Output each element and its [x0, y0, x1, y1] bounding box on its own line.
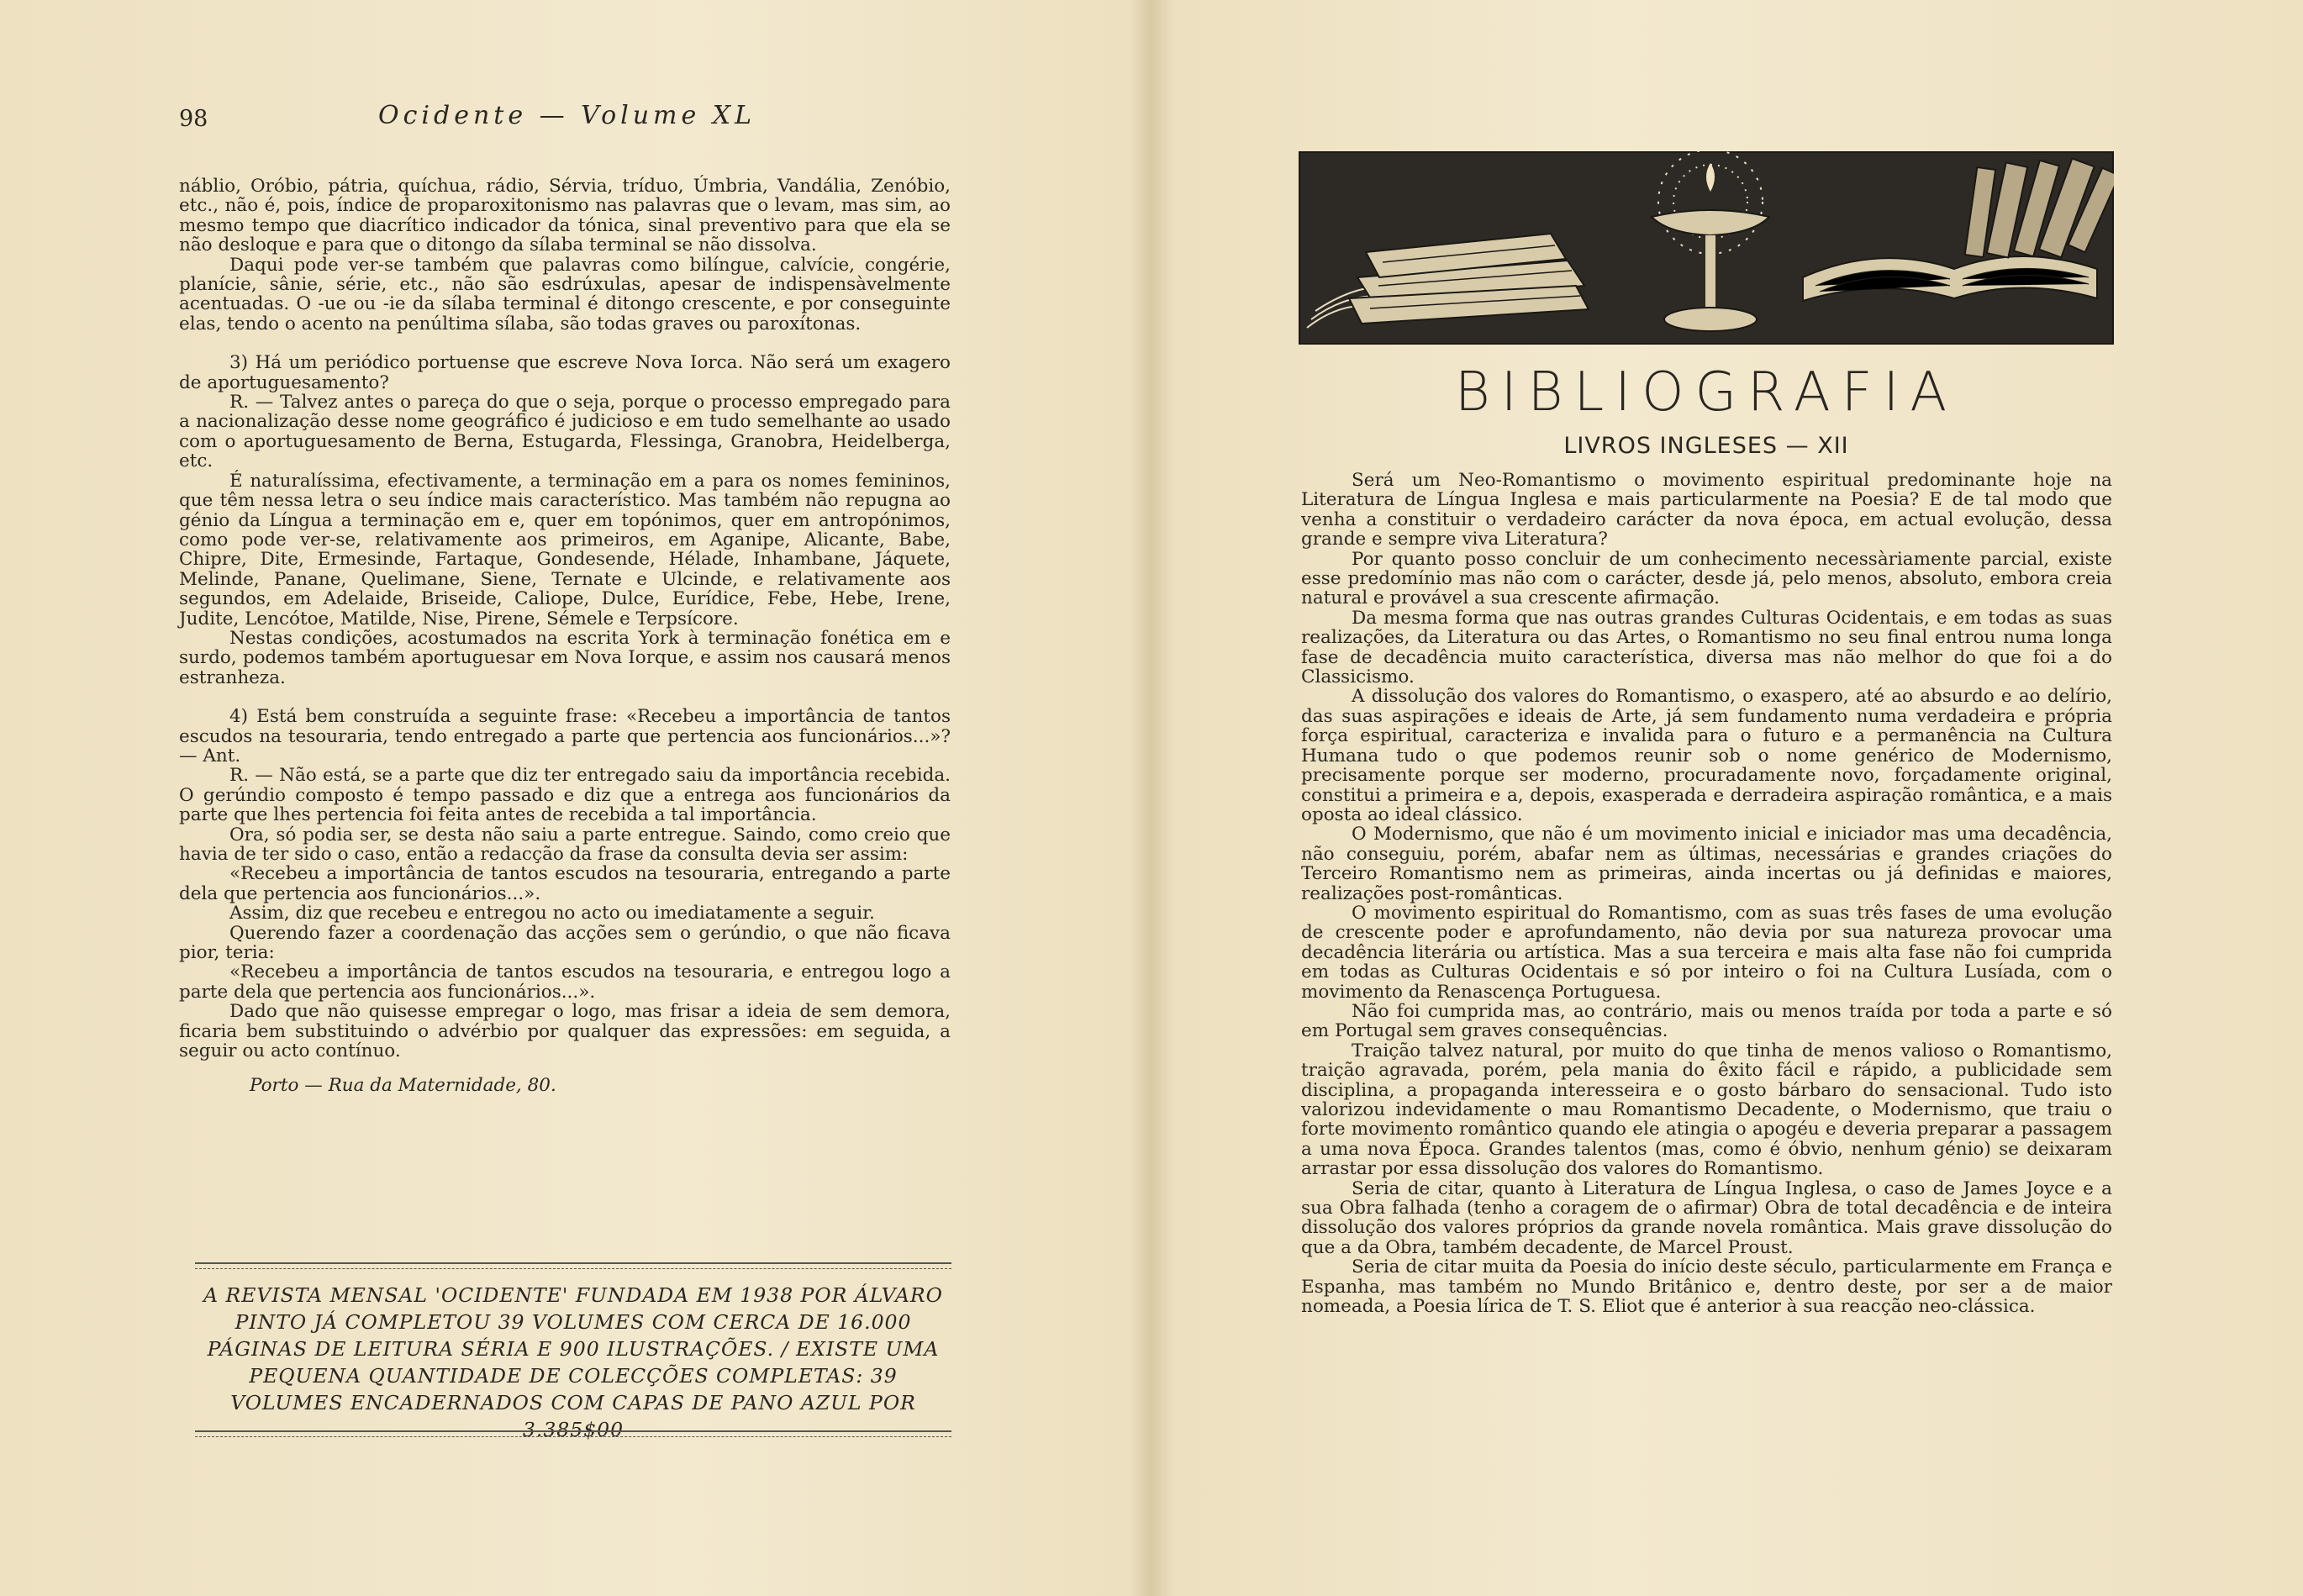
paragraph: Querendo fazer a coordenação das acções sem o gerúndio, o que não ficava pior, teria:	[179, 922, 951, 964]
paragraph: O movimento espiritual do Romantismo, com as suas três fases de uma evolução de crescente poder e aprofundamento, não devia por sua natureza provocar uma decadência literária ou artística. Mas a sua terceira e mais alta fase não foi cumprida em todas as Culturas Ocidentais e só por inteiro o foi na Cultura Lusíada, com o movimento da Renascença Portuguesa.	[1301, 902, 2112, 1003]
paragraph: A dissolução dos valores do Romantismo, o exaspero, até ao absurdo e ao delírio, das suas aspirações e ideais de Arte, já sem fundamento numa verdadeira e própria força espiritual, caracteriza e invalida para o futuro e a permanência na Cultura Humana tudo o que podemos reunir sob o nome genérico de Modernismo, precisamente porque ser moderno, procuradamente novo, forçadamente original, constitui a primeira e a, depois, exasperada e derradeira aspiração romântica, e a mais oposta ao ideal clássico.	[1301, 686, 2112, 825]
answer-3: R. — Talvez antes o pareça do que o seja, porque o processo empregado para a nacionalização desse nome geográfico é judicioso e em tudo semelhante ao usado com o aportuguesamento de Berna, Estugarda, Flessinga, Granobra, Heidelberga, etc.	[179, 392, 951, 472]
quoted-sentence: «Recebeu a importância de tantos escudos na tesouraria, entregando a parte dela que pertencia aos funcionários...».	[179, 863, 951, 904]
signature: Porto — Rua da Maternidade, 80.	[250, 1075, 556, 1097]
review-subtitle: LIVROS INGLESES — XII	[1563, 433, 1849, 459]
books-and-lamp-illustration	[1299, 151, 2114, 345]
paragraph: Dado que não quisesse empregar o logo, mas frisar a ideia de sem demora, ficaria bem substituindo o advérbio por qualquer das expressões: em seguida, a seguir ou acto contínuo.	[179, 1001, 951, 1062]
running-head: Ocidente — Volume XL	[378, 101, 756, 130]
paragraph: Não foi cumprida mas, ao contrário, mais ou menos traída por toda a parte e só em Portugal sem graves consequências.	[1301, 1000, 2112, 1042]
paragraph: Da mesma forma que nas outras grandes Culturas Ocidentais, e em todas as suas realizações, da Literatura ou das Artes, o Romantismo no seu final entrou numa longa fase de decadência muito característica, diversa mas não melhor do que foi a do Classicismo.	[1301, 607, 2112, 688]
quoted-sentence: «Recebeu a importância de tantos escudos na tesouraria, e entregou logo a parte dela que pertencia aos funcionários...».	[179, 961, 951, 1003]
paragraph: Nestas condições, acostumados na escrita York à terminação fonética em e surdo, podemos também aportuguesar em Nova Iorque, e assim nos causará menos estranheza.	[179, 627, 951, 688]
paragraph: Será um Neo-Romantismo o movimento espiritual predominante hoje na Literatura de Língua Inglesa e mais particularmente na Poesia? E de tal modo que venha a constituir o verdadeiro carácter da nova época, em actual evolução, dessa grande e sempre viva Literatura?	[1301, 470, 2112, 550]
paragraph: Seria de citar muita da Poesia do início deste século, particularmente em França e Espanha, mas também no Mundo Britânico e, dentro deste, por ser a de maior nomeada, a Poesia lírica de T. S. Eliot que é anterior à sua reacção neo-clássica.	[1301, 1256, 2112, 1318]
left-column	[179, 176, 951, 1096]
paragraph: É naturalíssima, efectivamente, a terminação em a para os nomes femininos, que têm nessa letra o seu índice mais característico. Mas também não repugna ao génio da Língua a terminação em e, quer em topónimos, quer em antropónimos, como pode ver-se, relativamente aos primeiros, em Aganipe, Alicante, Babe, Chipre, Dite, Ermesinde, Fartaque, Gondesende, Hélade, Inhambane, Jáquete, Melinde, Panane, Quelimane, Siene, Ternate e Ulcinde, e relativamente aos segundos, em Adelaide, Briseide, Caliope, Dulce, Eurídice, Febe, Hebe, Irene, Judite, Lencótoe, Matilde, Nise, Pirene, Sémele e Terpsícore.	[179, 470, 951, 629]
paragraph: Por quanto posso concluir de um conhecimento necessàriamente parcial, existe esse predomínio mas não com o carácter, desde já, pelo menos, absoluto, embora creia natural e provável a sua crescente afirmação.	[1301, 548, 2112, 609]
left-page	[0, 0, 1139, 1596]
page-number: 98	[179, 106, 208, 132]
paragraph: Traição talvez natural, por muito do que tinha de menos valioso o Romantismo, traição agravada, porém, pela mania do êxito fácil e rápido, a publicidade sem disciplina, a propaganda interesseira e o gosto bárbaro do sensacional. Tudo isto valorizou indevidamente o mau Romantismo Decadente, o Modernismo, que traiu o forte movimento romântico quando ele atingia o apogéu e deveria preparar a passagem a uma nova Época. Grandes talentos (mas, como é óbvio, nenhum génio) se deixaram arrastar por essa dissolução dos valores do Romantismo.	[1301, 1040, 2112, 1180]
notice-top-rule	[195, 1262, 951, 1269]
section-title: BIBLIOGRAFIA	[1454, 361, 1958, 424]
right-column	[1301, 471, 2112, 1316]
paragraph: Ora, só podia ser, se desta não saiu a parte entregue. Saindo, como creio que havia de ter sido o caso, então a redacção da frase da consulta devia ser assim:	[179, 824, 951, 865]
paragraph: Seria de citar, quanto à Literatura de Língua Inglesa, o caso de James Joyce e a sua Obra falhada (tenho a coragem de o afirmar) Obra de total decadência e de inteira dissolução dos valores próprios da grande novela romântica. Mais grave dissolução do que a da Obra, também decadente, de Marcel Proust.	[1301, 1177, 2112, 1258]
paragraph: Assim, diz que recebeu e entregou no acto ou imediatamente a seguir.	[229, 903, 875, 924]
question-4: 4) Está bem construída a seguinte frase: «Recebeu a importância de tantos escudos na tesouraria, tendo entregado a parte que pertencia aos funcionários...»? — Ant.	[179, 706, 951, 766]
notice-bottom-rule	[195, 1430, 951, 1437]
paragraph: náblio, Oróbio, pátria, quíchua, rádio, Sérvia, tríduo, Úmbria, Vandália, Zenóbio, etc., não é, pois, índice de proparoxitonismo nas palavras que o levam, mas sim, ao mesmo tempo que diacrítico indicador da tónica, sinal preventivo para que ela se não desloque e para que o ditongo da sílaba terminal se não dissolva.	[179, 176, 951, 256]
right-page	[1152, 0, 2303, 1596]
paragraph: Daqui pode ver-se também que palavras como bilíngue, calvície, congérie, planície, sânie, série, etc., não são esdrúxulas, apesar de indispensàvelmente acentuadas. O -ue ou -ie da sílaba terminal é ditongo crescente, e por conseguinte elas, tendo o acento na penúltima sílaba, são todas graves ou paroxítonas.	[179, 254, 951, 334]
answer-4: R. — Não está, se a parte que diz ter entregado saiu da importância recebida. O gerúndio composto é tempo passado e diz que a entrega aos funcionários da parte que lhes pertencia foi feita antes de recebida a tal importância.	[179, 765, 951, 826]
question-3: 3) Há um periódico portuense que escreve Nova Iorca. Não será um exagero de aportuguesamento?	[179, 352, 951, 393]
paragraph: O Modernismo, que não é um movimento inicial e iniciador mas uma decadência, não conseguiu, porém, abafar nem as últimas, necessárias e grandes criações do Terceiro Romantismo nem as primeiras, ainda incertas ou já definidas e maiores, realizações post-românticas.	[1301, 824, 2112, 904]
magazine-notice: A REVISTA MENSAL 'OCIDENTE' FUNDADA EM 1938 POR ÁLVARO PINTO JÁ COMPLETOU 39 VOLUMES COM CERCA DE 16.000 PÁGINAS DE LEITURA SÉRIA E 900 ILUSTRAÇÕES. / EXISTE UMA PEQUENA QUANTIDADE DE COLECÇÕES COMPLETAS: 39 VOLUMES ENCADERNADOS COM CAPAS DE PANO AZUL POR 3.385$00	[203, 1283, 943, 1441]
